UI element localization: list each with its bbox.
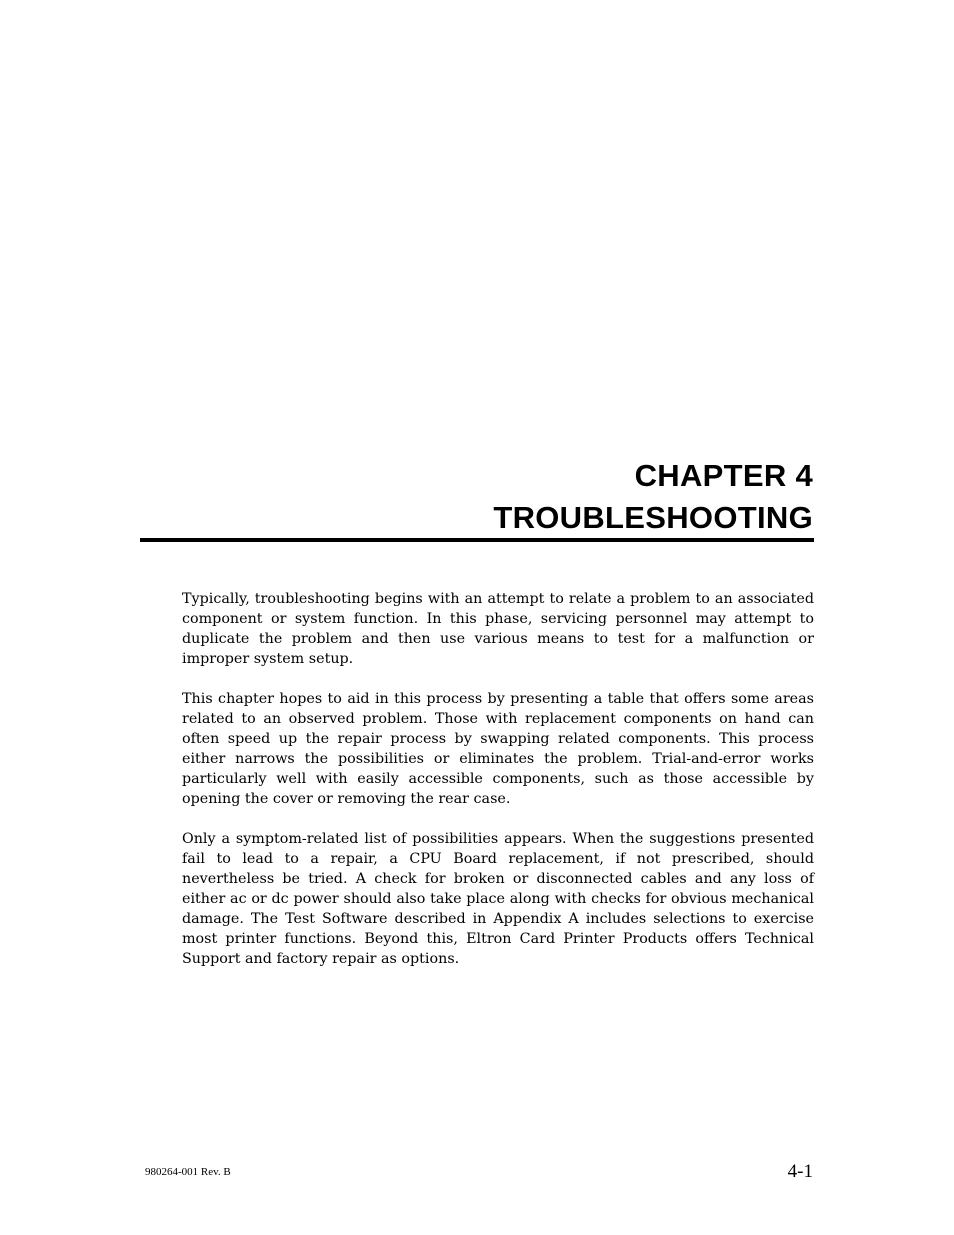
footer-page-number: 4-1 xyxy=(787,1161,813,1182)
chapter-title: TROUBLESHOOTING xyxy=(493,500,813,535)
paragraph: Only a symptom-related list of possibilities appears. When the suggestions presented fail to lead to a repair, a CPU Board replacement, if not prescribed, should nevertheless be tried. A check for broken or disconnected cables and any loss of either ac or dc power should also take place along with checks for obvious mechanical damage. The Test Software described in Appendix A includes selections to exercise most printer functions. Beyond this, Eltron Card Printer Products offers Technical Support and factory repair as options. xyxy=(182,831,814,967)
paragraph: Typically, troubleshooting begins with an attempt to relate a problem to an associated component or system function. In this phase, servicing personnel may attempt to duplicate the problem and then use various means to test for a malfunction or improper system setup. xyxy=(182,591,814,667)
paragraph: This chapter hopes to aid in this process by presenting a table that offers some areas related to an observed problem. Those with replacement components on hand can often speed up the repair process by swapping related components. This process either narrows the possibilities or eliminates the problem. Trial-and-error works particularly well with easily accessible components, such as those accessible by opening the cover or removing the rear case. xyxy=(182,691,814,807)
footer-document-number: 980264-001 Rev. B xyxy=(145,1166,231,1178)
body-text xyxy=(182,589,814,989)
chapter-heading xyxy=(493,455,813,539)
heading-rule xyxy=(140,538,814,542)
chapter-number: CHAPTER 4 xyxy=(634,458,813,493)
